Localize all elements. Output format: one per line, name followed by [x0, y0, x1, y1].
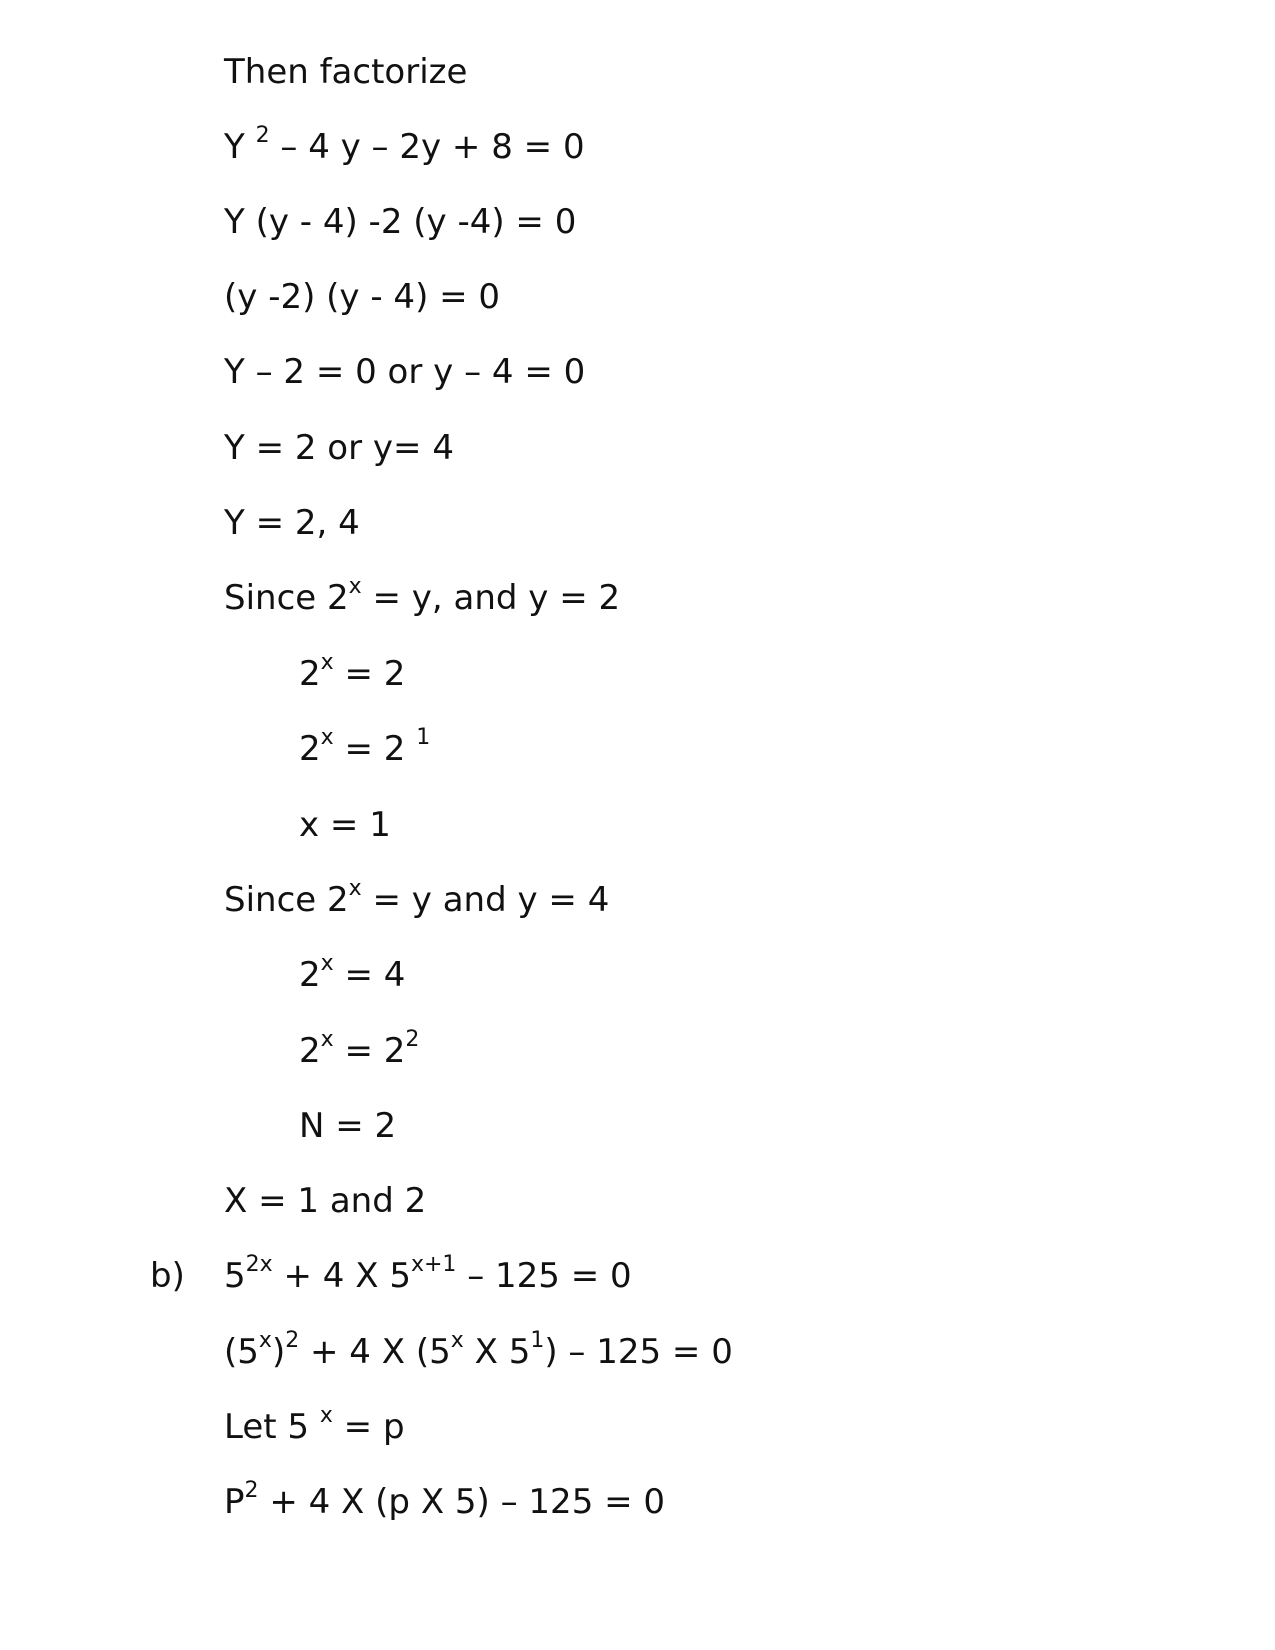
text-run: Y – 2 = 0 or y – 4 = 0	[224, 352, 586, 392]
text-run: N = 2	[299, 1106, 397, 1146]
text-run: = 2	[333, 654, 406, 694]
superscript: x	[450, 1327, 464, 1353]
text-run: X 5	[463, 1332, 531, 1372]
text-run: + 4 X 5	[272, 1256, 411, 1296]
superscript: 2	[244, 1477, 259, 1503]
item-label-b: b)	[150, 1256, 185, 1296]
superscript: x	[348, 875, 362, 901]
text-run: + 4 X (p X 5) – 125 = 0	[258, 1482, 666, 1522]
equation-line	[224, 1477, 666, 1522]
superscript: 1	[416, 724, 431, 750]
superscript: 2x	[245, 1251, 273, 1277]
superscript: 2	[405, 1026, 420, 1052]
text-run: Y (y - 4) -2 (y -4) = 0	[224, 202, 577, 242]
text-run: = 4	[333, 955, 406, 995]
text-run: Y	[224, 127, 256, 167]
text-run: = p	[332, 1407, 405, 1447]
equation-line-indented	[299, 950, 406, 995]
superscript: 2	[255, 122, 270, 148]
superscript: x	[319, 1402, 333, 1428]
text-run: )	[271, 1332, 286, 1372]
text-run: + 4 X (5	[299, 1332, 451, 1372]
text-run: = 2	[333, 729, 417, 769]
equation-line	[224, 875, 610, 920]
text-run: x = 1	[299, 805, 391, 845]
text-run: – 125 = 0	[456, 1256, 632, 1296]
superscript: x	[320, 950, 334, 976]
equation-line	[224, 352, 585, 392]
heading-then-factorize	[224, 52, 467, 92]
text-run: = y, and y = 2	[361, 578, 621, 618]
text-run: Y = 2, 4	[224, 503, 360, 543]
text-run: 2	[299, 1031, 321, 1071]
superscript: 2	[285, 1327, 300, 1353]
text-run: P	[224, 1482, 245, 1522]
equation-line	[224, 1181, 426, 1221]
equation-line-indented	[299, 1106, 396, 1146]
text-run: Since 2	[224, 578, 349, 618]
superscript: x	[320, 1026, 334, 1052]
superscript: x	[320, 724, 334, 750]
equation-line	[224, 573, 621, 618]
text-run: (y -2) (y - 4) = 0	[224, 277, 501, 317]
text-run: 2	[299, 654, 321, 694]
equation-line	[224, 122, 585, 167]
text-run: = y and y = 4	[361, 880, 610, 920]
text-run: Then factorize	[224, 52, 468, 92]
text-run: Y = 2 or y= 4	[224, 428, 454, 468]
equation-line-indented	[299, 649, 406, 694]
superscript: x	[320, 649, 334, 675]
text-run: – 4 y – 2y + 8 = 0	[269, 127, 585, 167]
text-run: (5	[224, 1332, 259, 1372]
text-run: = 2	[333, 1031, 406, 1071]
equation-line	[224, 202, 576, 242]
superscript: x+1	[410, 1251, 457, 1277]
equation-line-indented	[299, 1026, 420, 1071]
text-run: 5	[224, 1256, 246, 1296]
equation-line	[224, 1402, 405, 1447]
equation-line	[224, 277, 500, 317]
superscript: x	[258, 1327, 272, 1353]
text-run: ) – 125 = 0	[544, 1332, 733, 1372]
superscript: 1	[530, 1327, 545, 1353]
text-run: X = 1 and 2	[224, 1181, 427, 1221]
equation-line	[224, 503, 360, 543]
text-run: 2	[299, 955, 321, 995]
text-run: Let 5	[224, 1407, 320, 1447]
text-run: Since 2	[224, 880, 349, 920]
equation-line	[224, 1327, 733, 1372]
equation-line-indented	[299, 724, 431, 769]
equation-line	[224, 428, 454, 468]
text-run: 2	[299, 729, 321, 769]
equation-line	[224, 1251, 632, 1296]
superscript: x	[348, 573, 362, 599]
equation-line-indented	[299, 805, 391, 845]
